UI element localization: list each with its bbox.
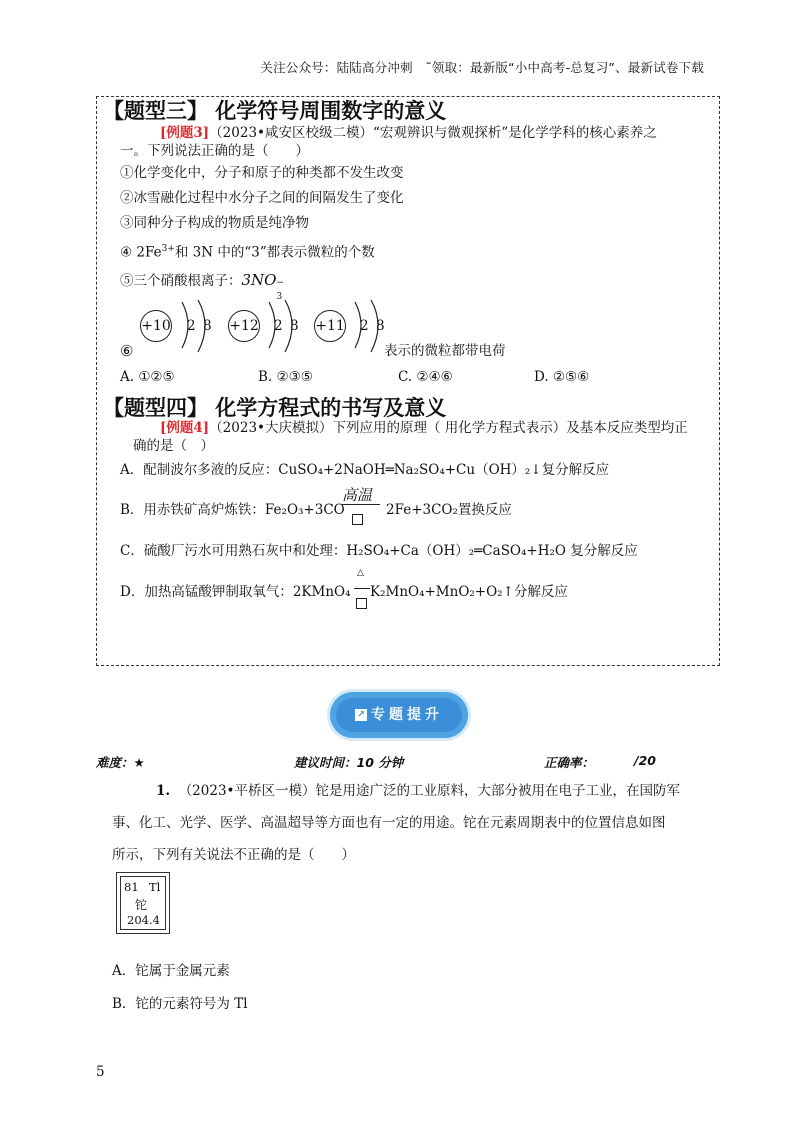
badge-label: 专题提升 [371, 707, 443, 723]
placeholder-box-icon [356, 598, 367, 609]
page-number: 5 [96, 1064, 105, 1080]
eq-option-b-arrow-line [342, 504, 380, 505]
question-1-line1 [156, 781, 680, 801]
statement-4-sup: 3+ [161, 244, 175, 254]
example3-tag: [例题3] [160, 125, 210, 141]
difficulty-label: 难度：★ [96, 755, 145, 770]
eq-option-d-right: K₂MnO₄+MnO₂+O₂↑分解反应 [370, 584, 568, 600]
special-topic-badge [330, 692, 468, 738]
statement-5-label: ⑤三个硝酸根离子： [120, 273, 242, 289]
nitrate-charge: − [276, 278, 285, 288]
eq-option-c: C．硫酸厂污水可用熟石灰中和处理：H₂SO₄+Ca（OH）₂═CaSO₄+H₂O 复分解反应 [120, 543, 638, 559]
option-c: C. ②④⑥ [398, 369, 453, 385]
accuracy-label: 正确率： [544, 755, 595, 770]
atom-1-shell1: 2 [187, 318, 196, 334]
q1-option-b: B．铊的元素符号为 Tl [112, 996, 248, 1012]
difficulty [96, 753, 145, 771]
element-name: 铊 [135, 898, 148, 912]
statement-4-a: ④ 2Fe [120, 244, 162, 261]
electron-shell-arcs [140, 300, 400, 360]
nitrate-subscript: 3 [276, 292, 283, 302]
atom-3-shell2: 8 [376, 318, 385, 334]
atom-2-shell2: 8 [290, 318, 299, 334]
statement-6-label: ⑥ [120, 342, 134, 360]
eq-option-a: A．配制波尔多液的反应：CuSO₄+2NaOH═Na₂SO₄+Cu（OH）₂↓复分解反应 [120, 462, 610, 478]
example3-q1: （2023•咸安区校级二模）“宏观辨识与微观探析”是化学学科的核心素养之 [209, 125, 657, 141]
eq-option-d-arrow-line [354, 588, 370, 589]
question-1-line2: 事、化工、光学、医学、高温超导等方面也有一定的用途。铊在元素周期表中的位置信息如图 [112, 815, 666, 831]
eq-option-b-right: 2Fe+3CO₂置换反应 [386, 502, 512, 518]
example3-line1 [160, 123, 657, 143]
element-number: 81 [124, 880, 139, 894]
element-mass: 204.4 [127, 913, 160, 927]
eq-option-b-left: B．用赤铁矿高炉炼铁：Fe₂O₃+3CO [120, 502, 345, 518]
atom-1-nucleus: +10 [140, 310, 172, 342]
example3-line2: 一。下列说法正确的是（ ） [120, 143, 309, 159]
example4-line2: 确的是（ ） [133, 438, 214, 454]
atom-3-shell1: 2 [360, 318, 369, 334]
option-d: D. ②⑤⑥ [534, 369, 590, 385]
accuracy-total: /20 [634, 753, 656, 768]
eq-option-b-condition: 高温 [342, 486, 373, 504]
question-1-text1: （2023•平桥区一模）铊是用途广泛的工业原料，大部分被用在电子工业，在国防军 [178, 783, 681, 799]
element-card-thallium [116, 872, 170, 934]
atom-1-shell2: 8 [203, 318, 212, 334]
question-1-number: 1. [156, 783, 171, 799]
example4-q1: （2023•大庆模拟）下列应用的原理（ 用化学方程式表示）及基本反应类型均正 [209, 420, 688, 436]
placeholder-box-icon [352, 514, 363, 525]
eq-option-d-left: D．加热高锰酸钾制取氧气：2KMnO₄ [120, 584, 351, 600]
atom-3-nucleus: +11 [314, 310, 346, 342]
element-symbol: Tl [149, 880, 161, 894]
atom-diagrams [140, 300, 400, 350]
atom-2-shell1: 2 [274, 318, 283, 334]
option-a: A. ①②⑤ [120, 369, 175, 385]
example4-tag: [例题4] [160, 420, 210, 436]
eq-option-d-condition: △ [357, 568, 364, 578]
statement-5 [120, 270, 286, 302]
suggested-time: 建议时间：10 分钟 [294, 755, 404, 770]
section3-title: 【题型三】 化学符号周围数字的意义 [103, 99, 447, 123]
option-b: B. ②③⑤ [258, 369, 313, 385]
q1-option-a: A．铊属于金属元素 [112, 963, 230, 979]
page-header: 关注公众号：陆陆高分冲刺 ˜领取：最新版“小中高考-总复习”、最新试卷下载 [260, 60, 704, 75]
statement-6-text: 表示的微粒都带电荷 [384, 343, 506, 359]
statement-3: ③同种分子构成的物质是纯净物 [120, 215, 309, 231]
atom-2-nucleus: +12 [228, 310, 260, 342]
nitrate-formula: 3NO [241, 271, 277, 289]
section4-title: 【题型四】 化学方程式的书写及意义 [103, 396, 447, 420]
statement-1: ①化学变化中，分子和原子的种类都不发生改变 [120, 165, 404, 181]
statement-2: ②冰雪融化过程中水分子之间的间隔发生了变化 [120, 190, 404, 206]
chart-icon: ↗ [355, 709, 367, 721]
question-1-line3: 所示，下列有关说法不正确的是（ ） [112, 847, 355, 863]
example4-line1 [160, 418, 688, 438]
statement-4 [120, 239, 375, 263]
statement-4-b: 和 3N 中的“3”都表示微粒的个数 [174, 244, 375, 261]
